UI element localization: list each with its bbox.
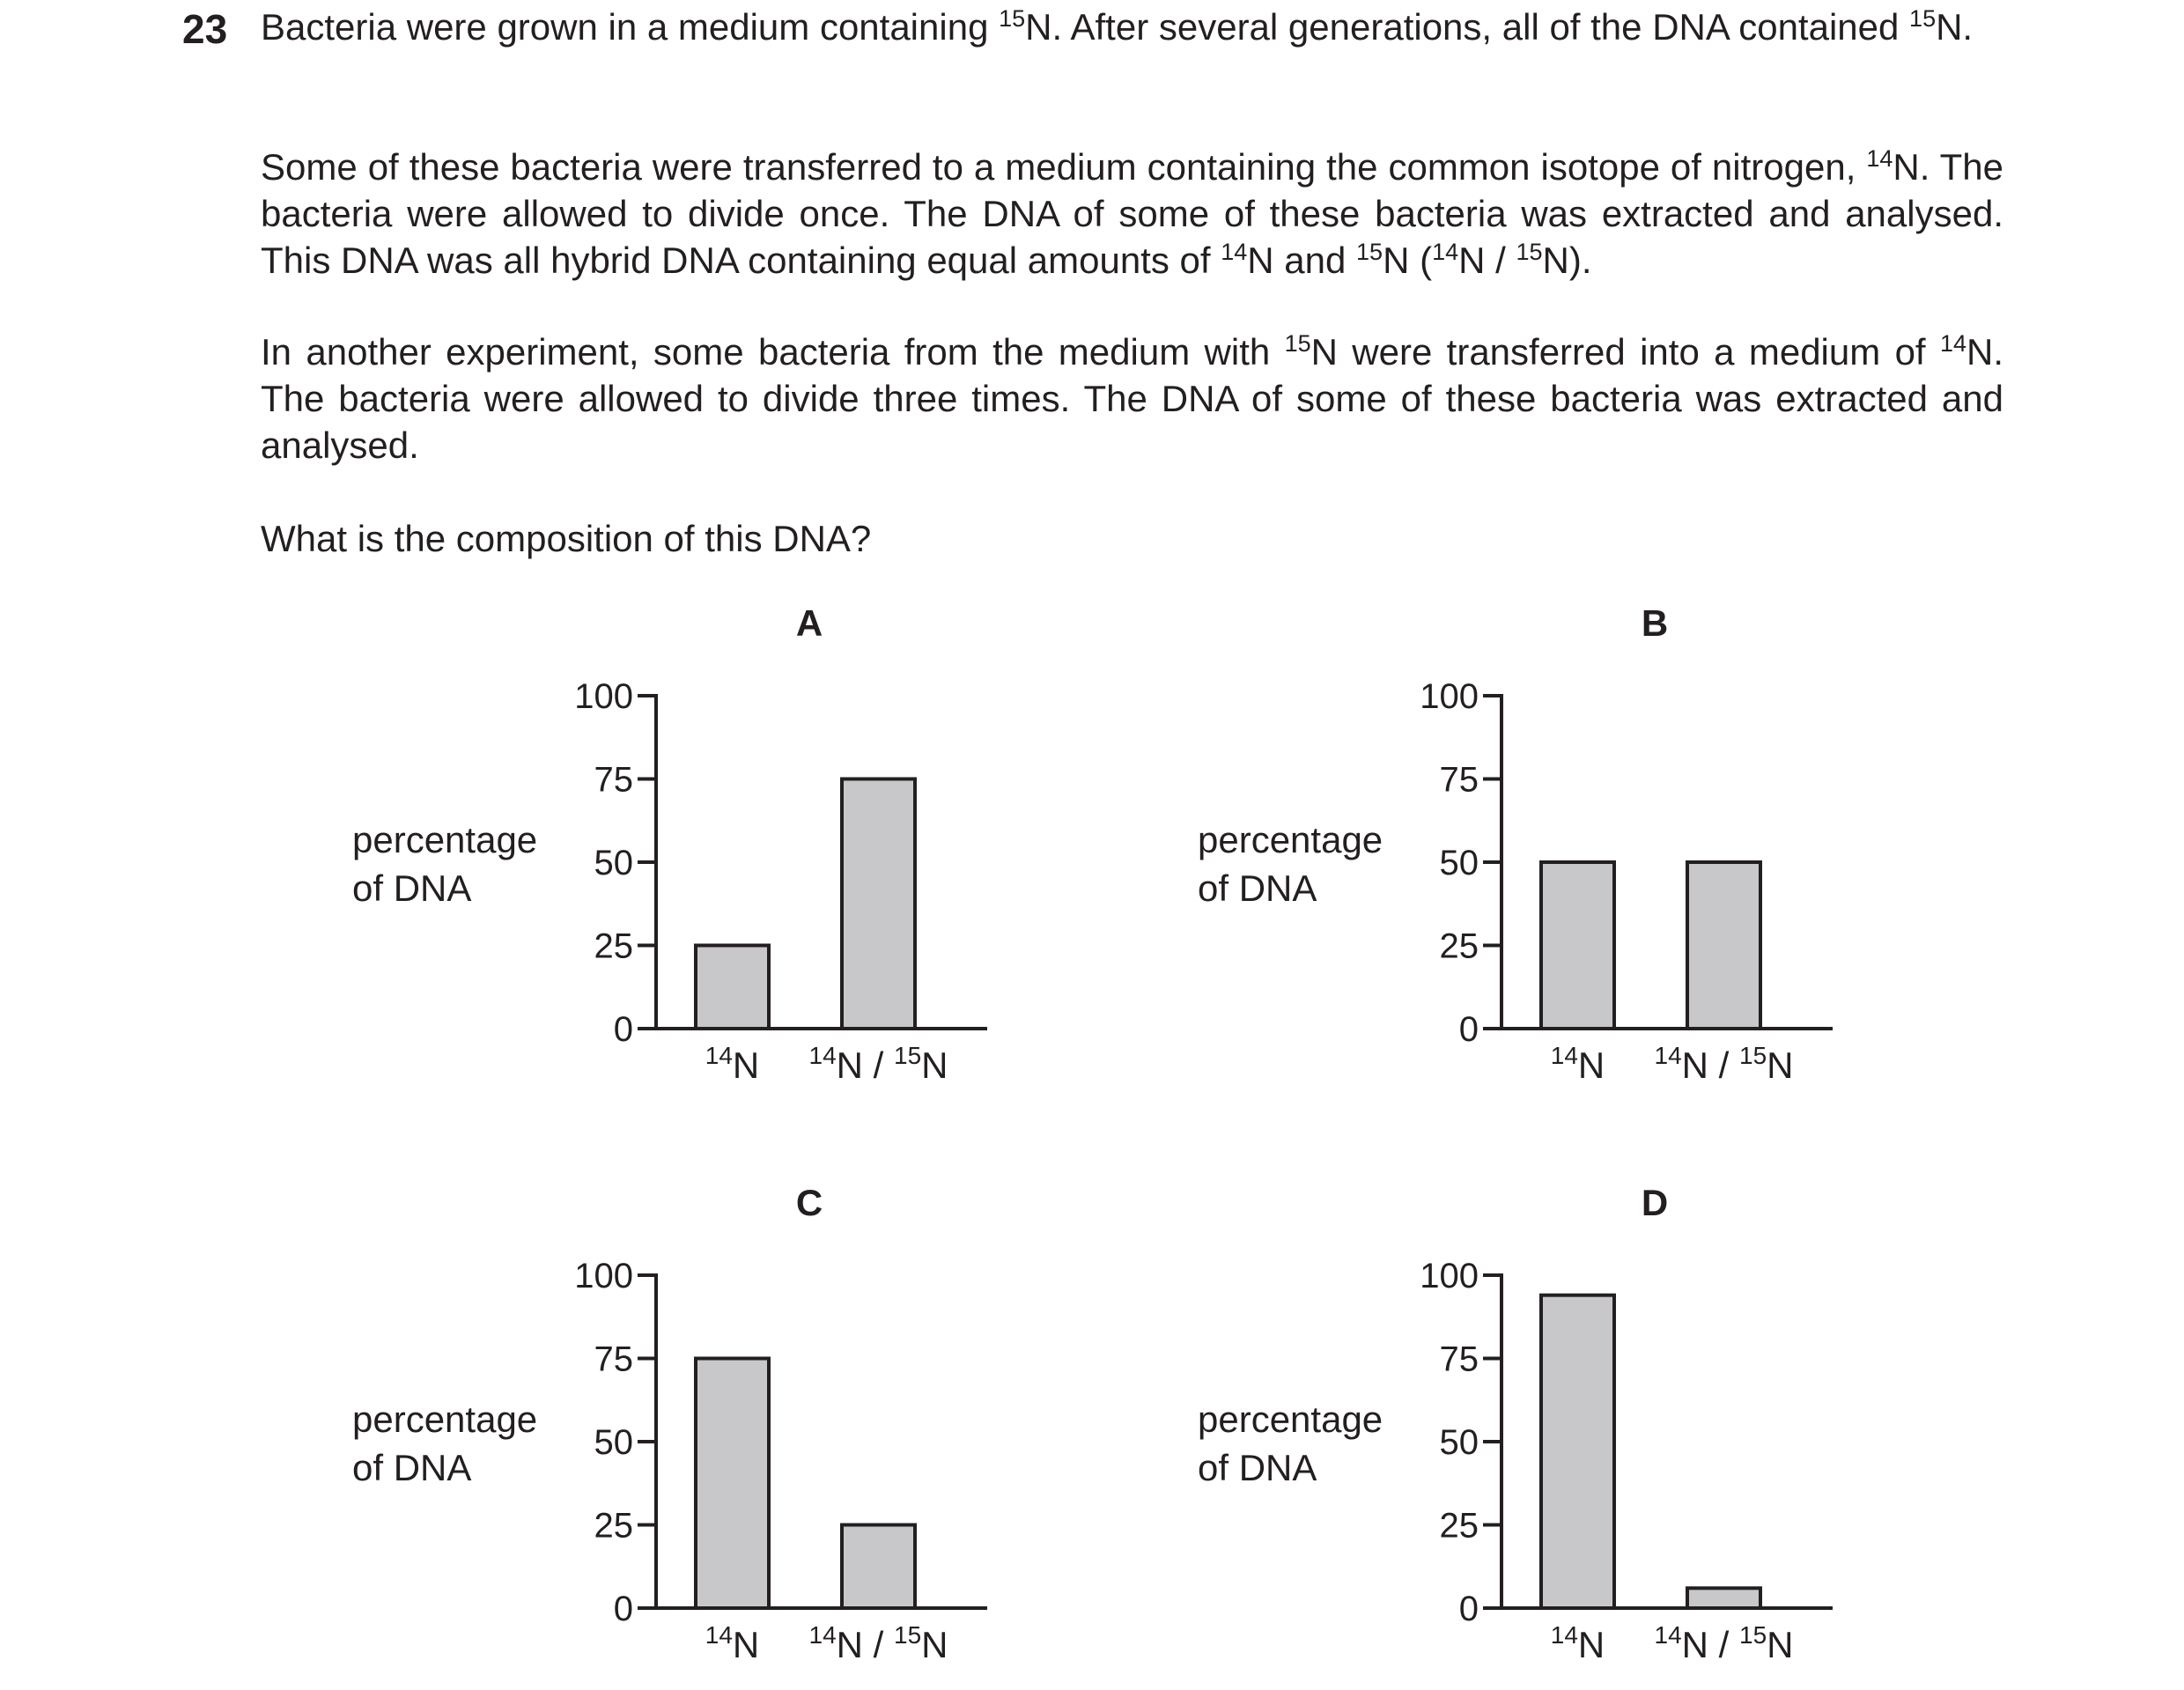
y-axis-label: of DNA [352,1447,472,1488]
element-symbol: N / [836,1044,894,1086]
y-tick-label: 0 [613,1590,633,1628]
element-symbol: N / [1681,1624,1739,1665]
isotope-superscript: 14 [705,1621,733,1649]
chart-option-a [352,602,987,1086]
bar-14n [1541,862,1614,1029]
y-axis-label: of DNA [1198,867,1317,909]
paragraph-text: N and [1247,240,1357,281]
x-tick-label-hybrid [809,1621,948,1665]
element-symbol: N [732,1624,760,1665]
isotope-superscript: 15 [894,1042,922,1069]
element-symbol: N [921,1044,948,1086]
y-tick-label: 75 [594,1339,633,1379]
paragraph-text: N. After several generations, all of the DNA contained [1025,6,1910,48]
element-symbol: N [1767,1044,1794,1086]
y-tick-label: 25 [1439,1506,1479,1546]
chart-option-c [352,1182,987,1665]
element-symbol: N [921,1624,948,1665]
option-letter: D [1641,1182,1669,1223]
x-tick-label-14n [705,1621,760,1665]
option-letter: C [795,1182,823,1223]
paragraph-text: N ( [1383,240,1433,281]
paragraph-text: N. [1936,6,1974,48]
y-axis-label: of DNA [1198,1447,1317,1488]
bar-hybrid [842,1525,915,1609]
y-tick-label: 100 [1420,1257,1479,1295]
element-symbol: N / [836,1624,894,1665]
isotope-superscript: 14 [808,1621,837,1649]
isotope-superscript: 15 [999,5,1026,32]
y-tick-label: 0 [1458,1010,1479,1049]
y-tick-label: 0 [1458,1590,1479,1628]
y-axis-label: percentage [1198,819,1383,860]
isotope-superscript: 15 [1356,239,1383,265]
y-tick-label: 50 [594,844,633,882]
isotope-superscript: 15 [1739,1042,1767,1069]
isotope-superscript: 14 [1939,330,1966,357]
isotope-superscript: 15 [1516,239,1543,265]
paragraph-text: Bacteria were grown in a medium containing [261,6,1000,48]
chart-option-d [1198,1182,1833,1665]
y-tick-label: 0 [613,1010,633,1049]
isotope-superscript: 14 [1550,1042,1578,1069]
paragraph-text: N / [1458,240,1516,281]
paragraph-text: N. The bacteria were allowed to divide once. The DNA of some of these bacteria was extracted and analysed. This DNA was all hybrid DNA containing equal amounts of [261,146,2003,281]
paragraph-text: What is the composition of this DNA? [261,518,872,559]
y-tick-label: 25 [594,926,633,966]
isotope-superscript: 15 [894,1621,922,1649]
element-symbol: N [1577,1044,1605,1086]
bar-14n [696,1359,769,1609]
isotope-superscript: 15 [1909,5,1937,32]
y-tick-label: 50 [1439,844,1479,882]
y-axis-label: percentage [352,1398,538,1440]
isotope-superscript: 14 [1866,145,1893,172]
y-tick-label: 25 [1439,926,1479,966]
isotope-superscript: 14 [1654,1042,1682,1069]
x-tick-label-14n [705,1042,760,1086]
y-tick-label: 100 [574,1257,633,1295]
element-symbol: N [1767,1624,1794,1665]
y-axis-label: percentage [352,819,538,860]
paragraph-text: In another experiment, some bacteria from the medium with [261,331,1285,373]
chart-option-b [1198,602,1833,1086]
y-tick-label: 100 [1420,677,1479,716]
x-tick-label-14n [1551,1042,1605,1086]
y-tick-label: 100 [574,677,633,716]
y-tick-label: 50 [594,1423,633,1462]
paragraph-text: N. The bacteria were allowed to divide three times. The DNA of some of these bacteria was extracted and analysed. [261,331,2003,466]
option-letter: A [795,602,823,644]
y-tick-label: 25 [594,1506,633,1546]
element-symbol: N / [1681,1044,1739,1086]
y-tick-label: 75 [1439,760,1479,800]
bar-14n [696,946,769,1029]
bar-14n [1541,1295,1614,1608]
isotope-superscript: 15 [1284,330,1311,357]
bar-hybrid [842,779,915,1029]
x-tick-label-hybrid [1655,1621,1794,1665]
isotope-superscript: 14 [1221,239,1248,265]
y-tick-label: 75 [1439,1339,1479,1379]
element-symbol: N [732,1044,760,1086]
isotope-superscript: 14 [1654,1621,1682,1649]
y-tick-label: 50 [1439,1423,1479,1462]
bar-hybrid [1687,862,1760,1029]
x-tick-label-hybrid [1655,1042,1794,1086]
option-letter: B [1641,602,1669,644]
paragraph-text: N). [1542,240,1592,281]
x-tick-label-14n [1551,1621,1605,1665]
bar-hybrid [1687,1588,1760,1608]
isotope-superscript: 15 [1739,1621,1767,1649]
y-tick-label: 75 [594,760,633,800]
x-tick-label-hybrid [809,1042,948,1086]
element-symbol: N [1577,1624,1605,1665]
paragraph-text: N were transferred into a medium of [1310,331,1940,373]
isotope-superscript: 14 [1550,1621,1578,1649]
isotope-superscript: 14 [1432,239,1459,265]
y-axis-label: percentage [1198,1398,1383,1440]
y-axis-label: of DNA [352,867,472,909]
question-number: 23 [182,6,228,52]
paragraph-text: Some of these bacteria were transferred to a medium containing the common isotope of nitrogen, [261,146,1867,188]
isotope-superscript: 14 [808,1042,837,1069]
isotope-superscript: 14 [705,1042,733,1069]
